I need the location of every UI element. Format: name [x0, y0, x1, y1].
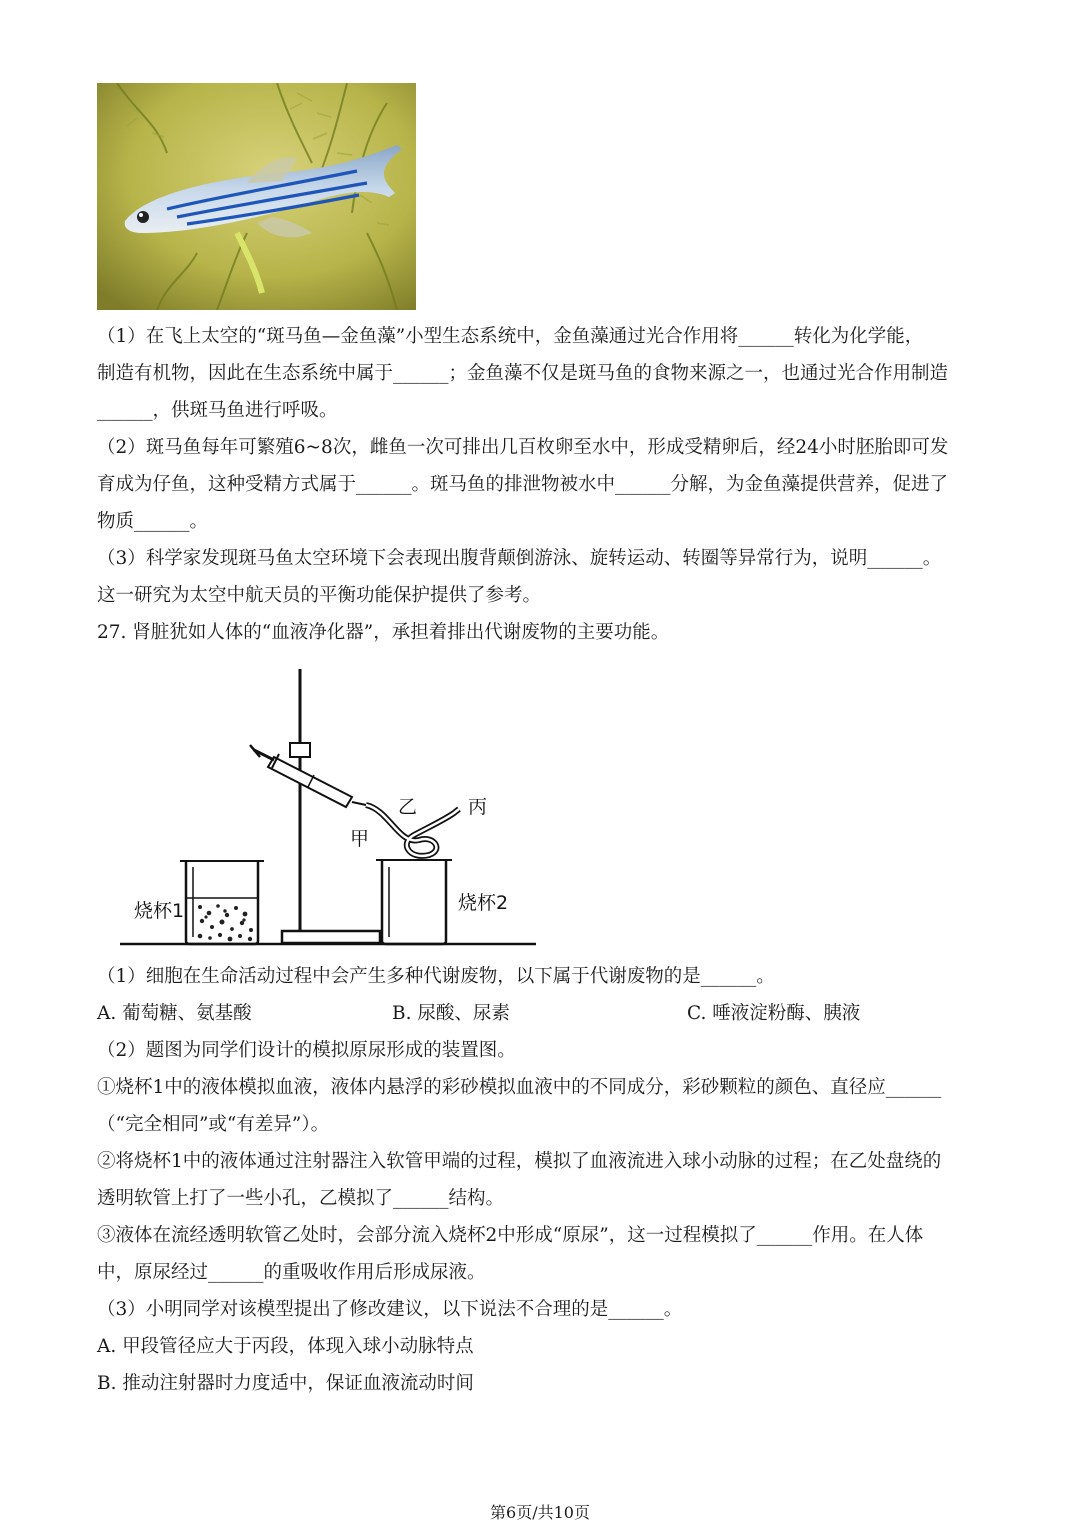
- q27-1-option-b: B. 尿酸、尿素: [392, 1003, 510, 1024]
- q26-2-line3: 物质______。: [97, 511, 209, 532]
- q27-1: （1）细胞在生命活动过程中会产生多种代谢废物，以下属于代谢废物的是______。: [97, 966, 775, 987]
- label-bing: 丙: [468, 796, 488, 818]
- q27-2-2-line1: ②将烧杯1中的液体通过注射器注入软管甲端的过程，模拟了血液流进入球小动脉的过程；在乙处盘绕的: [97, 1151, 942, 1172]
- q26-1-line1: （1）在飞上太空的“斑马鱼—金鱼藻”小型生态系统中，金鱼藻通过光合作用将______转化为化学能，: [97, 326, 924, 347]
- q27-3-option-b: B. 推动注射器时力度适中，保证血液流动时间: [97, 1373, 474, 1394]
- q27-1-options: [97, 995, 987, 1032]
- q26-3-line2: 这一研究为太空中航天员的平衡功能保护提供了参考。: [97, 585, 542, 606]
- q27-stem: 27. 肾脏犹如人体的“血液净化器”，承担着排出代谢废物的主要功能。: [97, 622, 670, 643]
- q27-3: （3）小明同学对该模型提出了修改建议，以下说法不合理的是______。: [97, 1299, 683, 1320]
- apparatus-svg: [114, 655, 544, 950]
- q27-3-option-a: A. 甲段管径应大于丙段，体现入球小动脉特点: [97, 1336, 474, 1357]
- q27-2-2-line2: 透明软管上打了一些小孔，乙模拟了______结构。: [97, 1188, 505, 1209]
- q27-2-3-line1: ③液体在流经透明软管乙处时，会部分流入烧杯2中形成“原尿”，这一过程模拟了______作用。在人体: [97, 1225, 924, 1246]
- q26-1-line2: 制造有机物，因此在生态系统中属于______；金鱼藻不仅是斑马鱼的食物来源之一，也通过光合作用制造: [97, 363, 949, 384]
- q26-2-line1: （2）斑马鱼每年可繁殖6~8次，雌鱼一次可排出几百枚卵至水中，形成受精卵后，经24小时胚胎即可发: [97, 437, 949, 458]
- clamp: [290, 743, 310, 757]
- q26-2-line2: 育成为仔鱼，这种受精方式属于______。斑马鱼的排泄物被水中______分解，为金鱼藻提供营养，促进了: [97, 474, 949, 495]
- q26-3-line1: （3）科学家发现斑马鱼太空环境下会表现出腹背颠倒游泳、旋转运动、转圈等异常行为，说明______。: [97, 548, 942, 569]
- q27-1-option-c: C. 唾液淀粉酶、胰液: [687, 1003, 861, 1024]
- stand-base: [282, 931, 380, 943]
- q26-subquestions: [97, 318, 987, 651]
- q27-1-option-a: A. 葡萄糖、氨基酸: [97, 1003, 252, 1024]
- zebrafish-photo: [97, 83, 416, 310]
- beaker-1: [180, 861, 264, 944]
- label-yi: 乙: [398, 796, 418, 818]
- apparatus-diagram: [114, 655, 544, 950]
- q27-subquestions: [97, 958, 987, 1402]
- beaker-2: [376, 860, 452, 944]
- q27-2-1-line2: （“完全相同”或“有差异”）。: [97, 1114, 330, 1135]
- label-beaker1: 烧杯1: [134, 900, 185, 922]
- q27-2-3-line2: 中，原尿经过______的重吸收作用后形成尿液。: [97, 1262, 486, 1283]
- q27-2: （2）题图为同学们设计的模拟原尿形成的装置图。: [97, 1040, 516, 1061]
- colored-sand: [198, 904, 253, 941]
- page-footer: 第6页/共10页: [490, 1503, 590, 1522]
- label-beaker2: 烧杯2: [458, 892, 509, 914]
- zebrafish-image: [97, 83, 416, 310]
- q27-2-1-line1: ①烧杯1中的液体模拟血液，液体内悬浮的彩砂模拟血液中的不同成分，彩砂颗粒的颜色、直径应______: [97, 1077, 942, 1098]
- label-jia: 甲: [350, 828, 370, 850]
- q26-1-line3: ______，供斑马鱼进行呼吸。: [97, 400, 338, 421]
